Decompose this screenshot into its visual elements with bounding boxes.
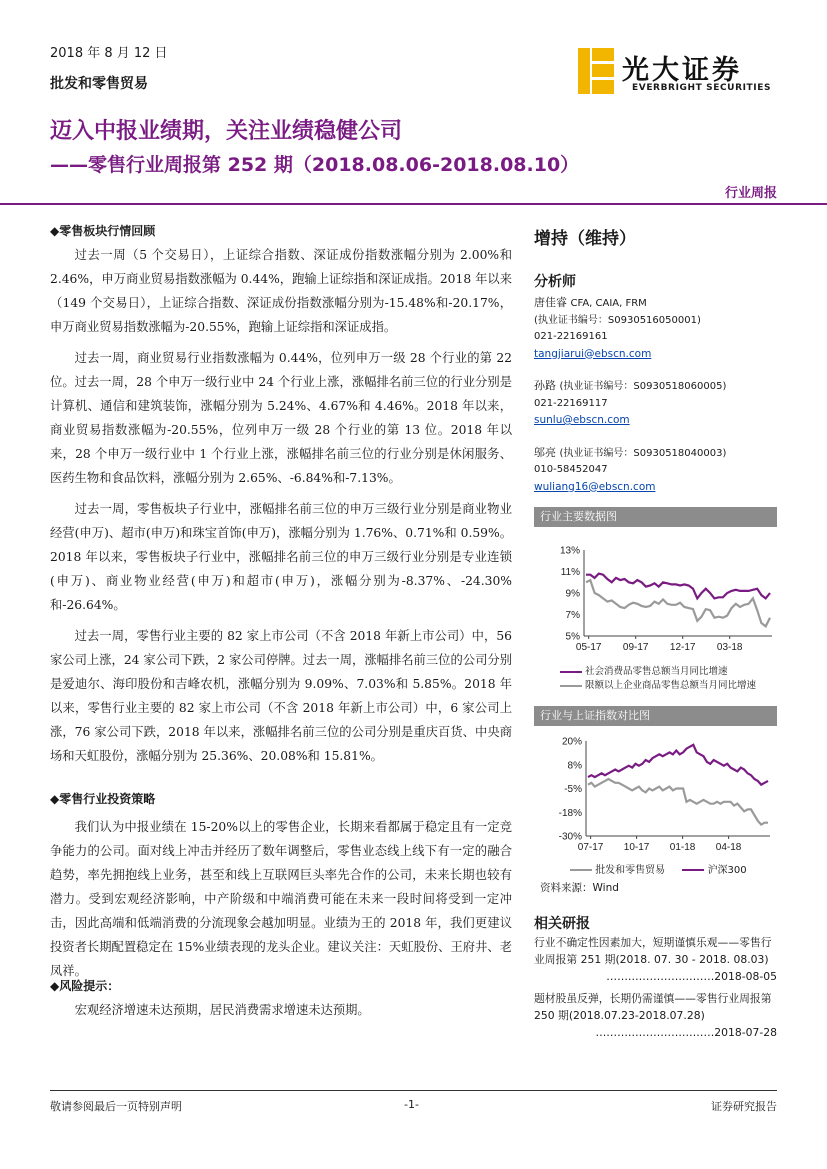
analyst-name: 孙路 <box>534 379 556 392</box>
retail-growth-chart <box>534 530 777 660</box>
legend-label: 限额以上企业商品零售总额当月同比增速 <box>585 680 757 691</box>
x-tick-label: 10-17 <box>623 842 650 853</box>
analyst-name: 邬亮 <box>534 445 556 459</box>
report-date: 2018 年 8 月 12 日 <box>50 46 168 61</box>
related-item[interactable] <box>534 990 777 1041</box>
related-heading: 相关研报 <box>534 916 590 932</box>
page-title: 迈入中报业绩期，关注业绩稳健公司 <box>50 119 403 144</box>
page-number: -1- <box>404 1098 419 1111</box>
series-line-1 <box>586 580 770 626</box>
chart1-title: 行业主要数据图 <box>534 507 777 527</box>
logo-icon <box>578 48 618 94</box>
paragraph: 过去一周，零售行业主要的 82 家上市公司（不含 2018 年新上市公司）中，56 家公司上涨，24 家公司下跌，2 家公司停牌。过去一周，涨幅排名前三位的公司分别是爱迪尔、海印股份和吉峰农机，涨幅分别为 9.09%、7.03%和 5.85%。2018 年以来，零售行业主要的 82 家上市公司（不含 2018 年新上市公司）中，6 家公司上涨，76 家公司下跌，2018 年以来，涨幅排名前三位的公司分别是重庆百货、中央商场和天虹股份，涨幅分别为 25.36%、20.08%和 15.81%。 <box>50 629 512 763</box>
x-tick-label: 09-17 <box>622 642 649 653</box>
rating: 增持（维持） <box>534 229 636 249</box>
chart1-legend-item <box>560 663 728 677</box>
strategy-body <box>50 815 512 990</box>
related-title: 题材股虽反弹，长期仍需谨慎——零售行业周报第 250 期(2018.07.23-2018.07.28) <box>534 992 772 1022</box>
series-line-0 <box>588 779 768 825</box>
footer-report-type: 证券研究报告 <box>711 1100 777 1113</box>
related-title: 行业不确定性因素加大，短期谨慎乐观——零售行业周报第 251 期(2018. 07. 30 - 2018. 08.03) <box>534 936 772 966</box>
index-comparison-chart <box>534 730 777 855</box>
analyst-card <box>534 378 777 429</box>
x-tick-label: 12-17 <box>669 642 696 653</box>
y-tick-label: -30% <box>558 831 582 843</box>
related-date: …………………………2018-08-05 <box>606 970 777 983</box>
y-tick-label: 13% <box>559 545 580 557</box>
chart2-title: 行业与上证指数对比图 <box>534 706 777 726</box>
y-tick-label: 20% <box>561 736 582 748</box>
analyst-cred: CFA, CAIA, FRM <box>570 298 647 309</box>
legend-swatch <box>682 869 704 871</box>
analyst-email[interactable]: sunlu@ebscn.com <box>534 414 630 426</box>
legend-label: 批发和零售贸易 <box>595 865 666 876</box>
paragraph: 宏观经济增速未达预期，居民消费需求增速未达预期。 <box>74 1003 370 1017</box>
footer-disclaimer: 敬请参阅最后一页特别声明 <box>50 1100 182 1113</box>
x-tick-label: 05-17 <box>575 642 602 653</box>
sector-label: 批发和零售贸易 <box>50 76 148 92</box>
analyst-heading: 分析师 <box>534 274 576 290</box>
paragraph: 我们认为中报业绩在 15-20%以上的零售企业，长期来看都属于稳定且有一定竞争能力的公司。面对线上冲击并经历了数年调整后，零售业态线上线下有一定的融合趋势，率先拥抱线上业务，甚至和线上互联网巨头率先合作的公司，未来长期也较有潜力。受到宏观经济影响，中产阶级和中端消费可能在未来一段时间将受到一定冲击，因此高端和低端消费的分流现象会越加明显。业绩为王的 2018 年，我们更建议投资者长期配置稳定在 15%业绩表现的龙头企业。建议关注：天虹股份、王府井、老凤祥。 <box>50 820 512 978</box>
analyst-cert: (执业证书编号：S0930518060005) <box>559 381 727 392</box>
market-heading: ◆零售板块行情回顾 <box>50 224 156 238</box>
paragraph: 过去一周，零售板块子行业中，涨幅排名前三位的申万三级行业分别是商业物业经营(申万)、超市(申万)和珠宝首饰(申万)，涨幅分别为 1.76%、0.71%和 0.59%。2018 年以来，零售板块子行业中，涨幅排名前三位的申万三级行业分别是专业连锁(申万)、商业物业经营(申万)和超市(申万)，涨幅分别为-8.37%、-24.30%和-26.64%。 <box>50 502 512 612</box>
analyst-cert: (执业证书编号：S0930518040003) <box>559 447 727 459</box>
analyst-email[interactable]: tangjiarui@ebscn.com <box>534 347 652 360</box>
footer-divider <box>50 1090 777 1091</box>
y-tick-label: 9% <box>565 588 580 600</box>
y-tick-label: 8% <box>567 760 582 772</box>
report-type: 行业周报 <box>724 186 777 201</box>
y-tick-label: 5% <box>565 631 580 643</box>
related-date: ……………………………2018-07-28 <box>595 1026 777 1039</box>
legend-swatch <box>560 671 582 673</box>
logo-english: EVERBRIGHT SECURITIES <box>632 83 772 93</box>
y-tick-label: 11% <box>560 567 580 578</box>
analyst-phone: 021-22169117 <box>534 397 608 409</box>
analyst-cert: (执业证书编号：S0930516050001) <box>534 314 701 326</box>
x-tick-label: 04-18 <box>715 842 742 853</box>
risk-heading: ◆风险提示： <box>50 979 120 993</box>
header-divider <box>0 203 827 205</box>
analyst-card <box>534 295 777 362</box>
analyst-name: 唐佳睿 <box>534 296 567 309</box>
analyst-list <box>534 295 777 495</box>
page-subtitle: ——零售行业周报第 252 期（2018.08.06-2018.08.10） <box>50 154 580 176</box>
analyst-card <box>534 445 777 496</box>
series-line-1 <box>588 745 768 785</box>
analyst-email[interactable]: wuliang16@ebscn.com <box>534 480 656 493</box>
y-tick-label: 7% <box>565 610 580 621</box>
x-tick-label: 03-18 <box>716 642 743 653</box>
legend-swatch <box>570 869 592 871</box>
market-review <box>50 243 512 775</box>
risk-body <box>50 998 512 1029</box>
chart1-legend-item <box>560 677 756 691</box>
legend-label: 沪深300 <box>707 865 747 876</box>
analyst-phone: 021-22169161 <box>534 331 608 342</box>
logo-text: 光大证券 <box>622 55 742 86</box>
x-tick-label: 07-17 <box>577 842 604 853</box>
related-item[interactable] <box>534 934 777 985</box>
strategy-heading: ◆零售行业投资策略 <box>50 792 156 806</box>
paragraph: 过去一周，商业贸易行业指数涨幅为 0.44%，位列申万一级 28 个行业的第 22 位。过去一周，28 个申万一级行业中 24 个行业上涨，涨幅排名前三位的行业分别是计算机、通信和建筑装饰，涨幅分别为 5.24%、4.67%和 4.46%。2018 年以来，商业贸易指数涨幅为-20.55%，位列申万一级 28 个行业的第 13 位。2018 年以来，28 个申万一级行业中 1 个行业上涨，涨幅排名前三位的行业分别是休闲服务、医药生物和食品饮料，涨幅分别为 2.65%、-6.84%和-7.13%。 <box>50 351 512 485</box>
legend-swatch <box>560 685 582 687</box>
x-tick-label: 01-18 <box>669 842 696 853</box>
chart2-legend <box>570 861 747 876</box>
analyst-phone: 010-58452047 <box>534 464 608 475</box>
legend-label: 社会消费品零售总额当月同比增速 <box>585 666 728 677</box>
y-tick-label: -5% <box>564 784 582 795</box>
series-line-0 <box>586 574 770 599</box>
paragraph: 过去一周（5 个交易日），上证综合指数、深证成份指数涨幅分别为 2.00%和 2.46%，申万商业贸易指数涨幅为 0.44%，跑输上证综指和深证成指。2018 年以来（149 个交易日），上证综合指数、深证成份指数涨幅分别为-15.48%和-20.17%，申万商业贸易指数涨幅为-20.55%，跑输上证综指和深证成指。 <box>50 248 512 334</box>
data-source: 资料来源：Wind <box>540 882 619 894</box>
y-tick-label: -18% <box>558 807 582 819</box>
